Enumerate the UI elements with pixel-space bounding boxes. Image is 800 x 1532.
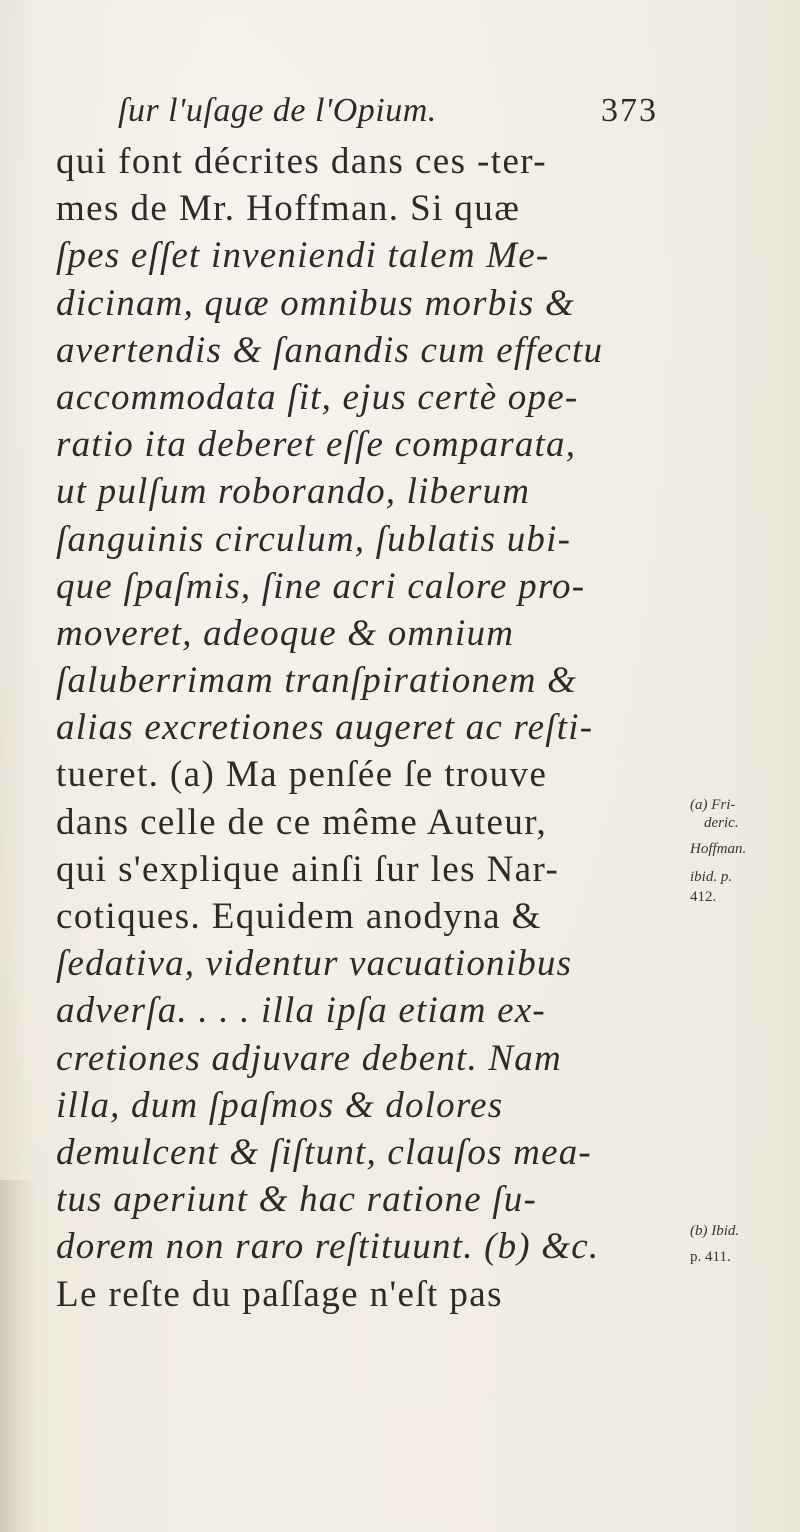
text-line: ſaluberrimam tranſpirationem & — [56, 660, 578, 702]
margin-note-a-line: deric. — [704, 815, 739, 831]
body-text — [56, 138, 656, 1318]
margin-note-b-line: p. 411. — [690, 1249, 731, 1265]
text-line: demulcent & ſiſtunt, clauſos mea- — [56, 1131, 592, 1173]
text-line: ut pulſum roborando, liberum — [56, 471, 531, 513]
text-line: dicinam, quæ omnibus morbis & — [56, 282, 575, 324]
text-line: ſanguinis circulum, ſublatis ubi- — [56, 518, 572, 560]
text-line: tueret. (a) Ma penſée ſe trouve — [56, 754, 548, 796]
text-line: Le reſte du paſſage n'eſt pas — [56, 1273, 503, 1315]
page-edge-stain — [0, 1180, 40, 1532]
text-line: cretiones adjuvare debent. Nam — [56, 1037, 562, 1079]
text-line: ſpes eſſet inveniendi talem Me- — [56, 235, 550, 277]
text-line: qui s'explique ainſi ſur les Nar- — [56, 848, 560, 890]
page-header — [118, 92, 658, 142]
text-line: avertendis & ſanandis cum effectu — [56, 329, 604, 371]
text-line: dorem non raro reſtituunt. (b) &c. — [56, 1226, 600, 1268]
text-line: ſedativa, videntur vacuationibus — [56, 943, 573, 985]
running-head: ſur l'uſage de l'Opium. — [118, 92, 437, 129]
text-line: cotiques. Equidem anodyna & — [56, 896, 542, 937]
text-line: mes de Mr. Hoffman. Si quæ — [56, 188, 521, 230]
text-line: adverſa. . . . illa ipſa etiam ex- — [56, 990, 546, 1032]
text-line: accommodata ſit, ejus certè ope- — [56, 376, 579, 418]
margin-note-a-line: ibid. p. — [690, 869, 733, 885]
text-line: ratio ita deberet eſſe comparata, — [56, 424, 577, 466]
text-line: tus aperiunt & hac ratione ſu- — [56, 1179, 537, 1221]
margin-note-b-line: (b) Ibid. — [690, 1223, 740, 1239]
page-number: 373 — [601, 92, 658, 129]
margin-note-a-line: Hoffman. — [690, 841, 747, 857]
margin-note-a-line: 412. — [690, 889, 717, 905]
margin-note-a-line: (a) Fri- — [690, 797, 736, 813]
text-line: dans celle de ce même Auteur, — [56, 801, 548, 843]
text-line: qui font décrites dans ces -ter- — [56, 141, 547, 182]
text-line: illa, dum ſpaſmos & dolores — [56, 1084, 504, 1126]
text-line: alias excretiones augeret ac reſti- — [56, 707, 594, 749]
text-line: que ſpaſmis, ſine acri calore pro- — [56, 565, 586, 607]
text-line: moveret, adeoque & omnium — [56, 612, 515, 654]
